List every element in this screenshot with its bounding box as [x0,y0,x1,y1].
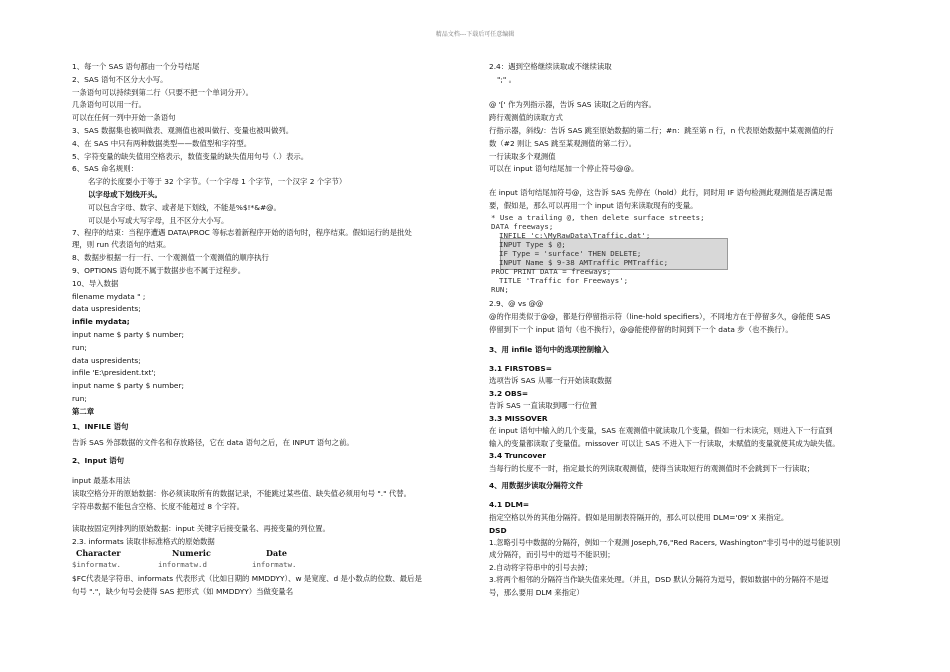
right-line: 3.将两个相邻的分隔符当作缺失值来处理。（并且，DSD 默认分隔符为逗号，假如数据中的分隔符不是逗 [489,575,829,584]
right-line: 数（#2 则让 SAS 跳至某观测值的第二行）。 [489,139,637,148]
right-line: @ '[' 作为列指示器，告诉 SAS 读取[之后的内容。 [489,100,656,109]
left-line: data uspresidents; [72,304,141,313]
table-cell: informatw. [252,560,297,569]
code-line: INFILE 'c:\MyRawData\Traffic.dat'; [499,231,651,240]
section-heading: 2、Input 语句 [72,456,124,465]
code-line: IF Type = 'surface' THEN DELETE; [499,249,642,258]
right-line: @的作用类似于@@，都是行停留指示符（line-hold specifiers），不同地方在于停留多久，@能使 SAS [489,312,831,321]
code-line: PROC PRINT DATA = freeways; [491,267,612,276]
left-line: 可以是小写或大写字母，且不区分大小写。 [88,216,229,225]
left-line: 3、SAS 数据集也被叫做表、观测值也被叫做行、变量也被叫做列。 [72,126,294,135]
left-line: input 最基本用法 [72,476,131,485]
left-line: 一条语句可以持续到第二行（只要不把一个单词分开）。 [72,88,254,97]
section-heading: 1、INFILE 语句 [72,422,129,431]
left-line: 1、每一个 SAS 语句都由一个分号结尾 [72,62,200,71]
left-line: 告诉 SAS 外部数据的文件名和存放路径，它在 data 语句之后，在 INPUT 语句之前。 [72,438,354,447]
code-line: INPUT Name $ 9-38 AMTraffic PMTraffic; [499,258,669,267]
left-line: 2、SAS 语句不区分大小写。 [72,75,168,84]
left-line: 理，则 run 代表语句的结束。 [72,240,171,249]
left-line: 名字的长度要小于等于 32 个字节。（一个字母 1 个字节，一个汉字 2 个字节） [88,177,347,186]
code-line: TITLE 'Traffic for Freeways'; [499,276,629,285]
table-header: Character [76,548,121,558]
left-line: 以字母或下划线开头。 [88,190,162,199]
right-line: 3.2 OBS= [489,389,529,398]
right-line: 停留到下一个 input 语句（也不换行），@@能使停留的时间到下一个 data 步（也不换行）。 [489,325,793,334]
left-line: 可以在任何一列中开始一条语句 [72,113,176,122]
left-line: 4、在 SAS 中只有两种数据类型——数值型和字符型。 [72,139,252,148]
right-line: 要，假如是，那么可以再用一个 input 语句来读取现有的变量。 [489,201,698,210]
code-line: RUN; [491,285,509,294]
left-line: $FC代表是字符串、informats 代表形式（比如日期的 MMDDYY）、w 是宽度、d 是小数点的位数、最后是 [72,574,422,583]
code-line: INPUT Type $ @; [499,240,566,249]
table-header: Date [266,548,287,558]
left-line: 几条语句可以用一行。 [72,100,146,109]
left-line: 6、SAS 命名规则： [72,164,138,173]
code-line: DATA freeways; [491,222,554,231]
left-line: 可以包含字母、数字、或者是下划线，不能是%$!*&#@。 [88,203,281,212]
left-line: data uspresidents; [72,356,141,365]
left-line: input name $ party $ number; [72,381,184,390]
table-cell: informatw.d [158,560,207,569]
left-line: 句号 "."，缺少句号会使得 SAS 把形式（如 MMDDYY）当做变量名 [72,587,294,596]
right-line: 输入的变量都读取了变量值。missover 可以让 SAS 不进入下一行读取，未赋值的变量就使其成为缺失值。 [489,439,840,448]
left-line: 9、OPTIONS 语句既不属于数据步也不属于过程步。 [72,266,246,275]
right-line: 2.自动将字符串中的引号去掉； [489,563,593,572]
left-line: 读取按固定列排列的原始数据：input 关键字后接变量名、再接变量的列位置。 [72,524,330,533]
left-line: infile 'E:\president.txt'; [72,368,156,377]
left-line: 字符串数据不能包含空格、长度不能超过 8 个字符。 [72,502,244,511]
right-line: 当每行的长度不一时，指定最长的列读取观测值，使得当读取短行的观测值时不会跳到下一行读取； [489,464,815,473]
left-line: filename mydata " ; [72,292,146,301]
right-line: 成分隔符，而引号中的逗号不能识别； [489,550,615,559]
left-line: 读取空格分开的原始数据：你必须读取所有的数据记录，不能跳过某些值、缺失值必须用句号 "." 代替。 [72,489,412,498]
left-line: 5、字符变量的缺失值用空格表示，数值变量的缺失值用句号（.）表示。 [72,152,309,161]
right-line: DSD [489,526,507,535]
right-line: 3.4 Truncover [489,451,546,460]
section-title: 第二章 [72,407,95,416]
right-line: 2.9、@ vs @@ [489,299,544,308]
right-line: 指定空格以外的其他分隔符。假如是用制表符隔开的，那么可以使用 DLM='09' X 来指定。 [489,513,789,522]
right-line: 可以在 input 语句结尾加一个停止符号@@。 [489,164,639,173]
right-line: 行指示器，斜线/：告诉 SAS 跳至原始数据的第二行；#n：跳至第 n 行，n 代表原始数据中某观测值的行 [489,126,834,135]
right-line: 4.1 DLM= [489,500,530,509]
left-line: run; [72,343,87,352]
section-heading: 4、用数据步读取分隔符文件 [489,481,583,490]
right-line: 跨行观测值的读取方式 [489,113,563,122]
right-line: 在 input 语句结尾加符号@，这告诉 SAS 先停在（hold）此行，同时用 IF 语句检测此观测值是否满足需 [489,188,833,197]
table-header: Numeric [172,548,211,558]
left-line: 7、程序的结束：当程序遭遇 DATA\PROC 等标志着新程序开始的语句时，程序结束。假如运行的是批处 [72,228,412,237]
right-line: 在 input 语句中输入的几个变量，SAS 在观测值中就读取几个变量，假如一行未读完，则进入下一行直到 [489,426,833,435]
page-header: 精品文档---下载后可任意编辑 [435,31,515,38]
right-line: ";" 。 [497,75,517,84]
left-line: 10、导入数据 [72,279,119,288]
left-line: run; [72,394,87,403]
left-line: 8、数据步根据一行一行、一个观测值一个观测值的顺序执行 [72,253,269,262]
right-line: 2.4：遇到空格继续读取或不继续读取 [489,62,612,71]
left-line: 2.3. informats 读取非标准格式的原始数据 [72,537,215,546]
right-line: 告诉 SAS 一直读取到哪一行位置 [489,401,597,410]
right-line: 号，那么要用 DLM 来指定） [489,588,584,597]
right-line: 一行读取多个观测值 [489,152,556,161]
right-line: 3.3 MISSOVER [489,414,548,423]
left-line: infile mydata; [72,317,130,326]
right-line: 选项告诉 SAS 从哪一行开始读取数据 [489,376,612,385]
code-line: * Use a trailing @, then delete surface streets; [491,213,705,222]
left-line: input name $ party $ number; [72,330,184,339]
right-line: 3.1 FIRSTOBS= [489,364,552,373]
section-heading: 3、用 infile 语句中的选项控制输入 [489,345,609,354]
table-cell: $informatw. [72,560,121,569]
right-line: 1.忽略引号中数据的分隔符，例如一个观测 Joseph,76,"Red Racers, Washington"非引号中的逗号能识别 [489,538,841,547]
